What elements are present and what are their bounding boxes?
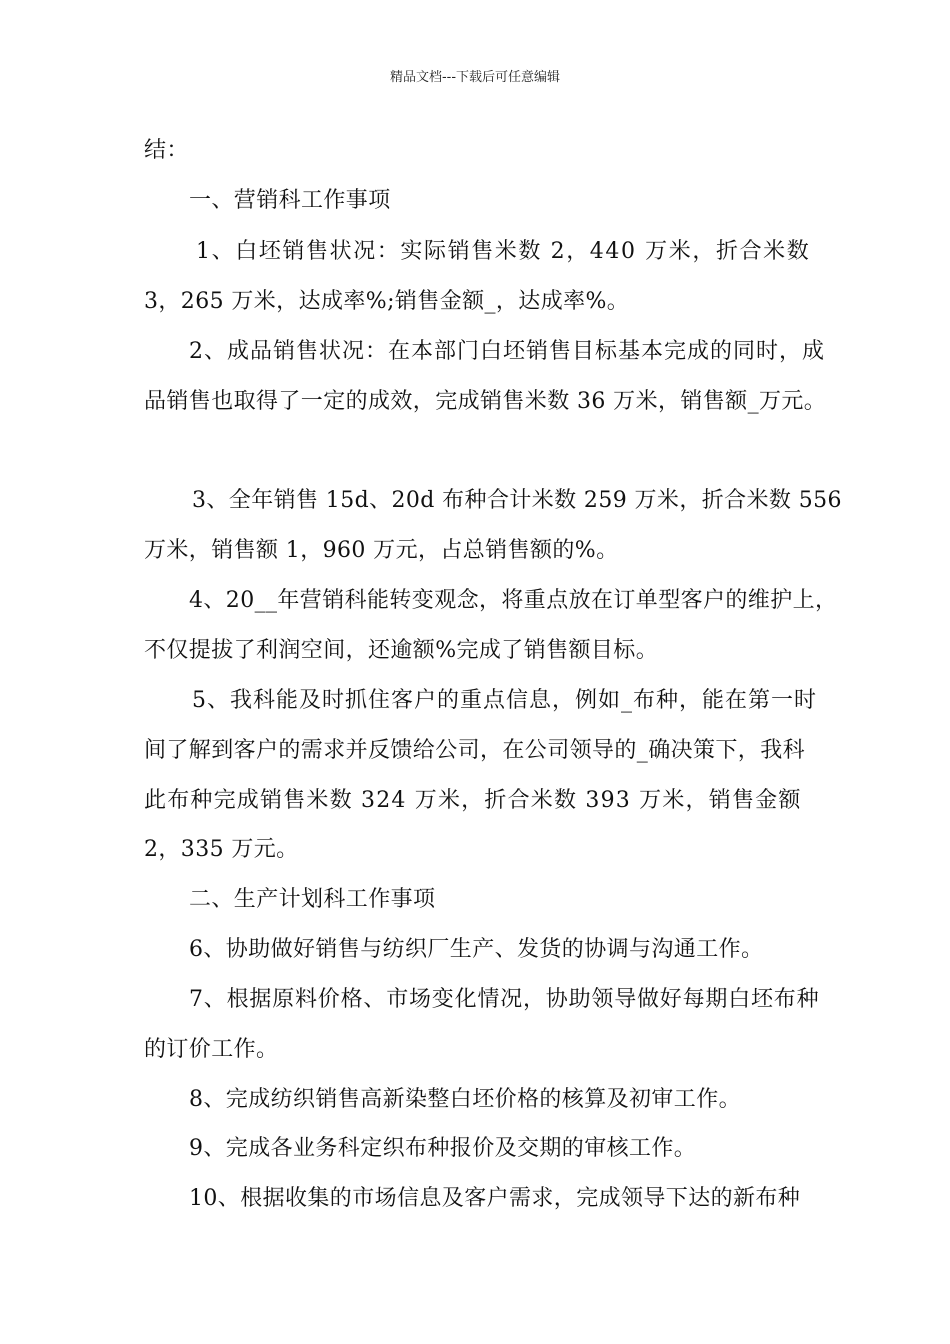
text-line: 1、白坯销售状况：实际销售米数 2，440 万米，折合米数	[196, 239, 811, 264]
text-line: 不仅提拔了利润空间，还逾额%完成了销售额目标。	[144, 638, 659, 663]
text-line: 此布种完成销售米数 324 万米，折合米数 393 万米，销售金额	[144, 788, 802, 813]
text-line: 4、20__年营销科能转变观念，将重点放在订单型客户的维护上，	[189, 588, 838, 613]
text-line: 3、全年销售 15d、20d 布种合计米数 259 万米，折合米数 556	[192, 488, 842, 513]
text-line: 2、成品销售状况：在本部门白坯销售目标基本完成的同时，成	[189, 339, 825, 364]
text-line: 8、完成纺织销售高新染整白坯价格的核算及初审工作。	[189, 1087, 741, 1112]
text-line: 9、完成各业务科定织布种报价及交期的审核工作。	[189, 1136, 697, 1161]
text-line: 10、根据收集的市场信息及客户需求，完成领导下达的新布种	[189, 1186, 801, 1211]
text-line: 5、我科能及时抓住客户的重点信息，例如_布种，能在第一时	[192, 688, 817, 713]
text-line: 6、协助做好销售与纺织厂生产、发货的协调与沟通工作。	[189, 937, 764, 962]
text-line: 结：	[144, 138, 189, 163]
text-line: 2，335 万元。	[144, 837, 299, 862]
text-line: 万米，销售额 1，960 万元，占总销售额的%。	[144, 538, 619, 563]
section-heading: 二、生产计划科工作事项	[189, 887, 436, 912]
section-heading: 一、营销科工作事项	[189, 188, 391, 213]
text-line: 7、根据原料价格、市场变化情况，协助领导做好每期白坯布种	[189, 987, 820, 1012]
text-line: 的订价工作。	[144, 1037, 279, 1062]
text-line: 间了解到客户的需求并反馈给公司，在公司领导的_确决策下，我科	[144, 738, 806, 763]
text-line: 3，265 万米，达成率%;销售金额_，达成率%。	[144, 289, 630, 314]
text-line: 品销售也取得了一定的成效，完成销售米数 36 万米，销售额_万元。	[144, 389, 827, 414]
page-header: 精品文档---下载后可任意编辑	[389, 70, 561, 85]
